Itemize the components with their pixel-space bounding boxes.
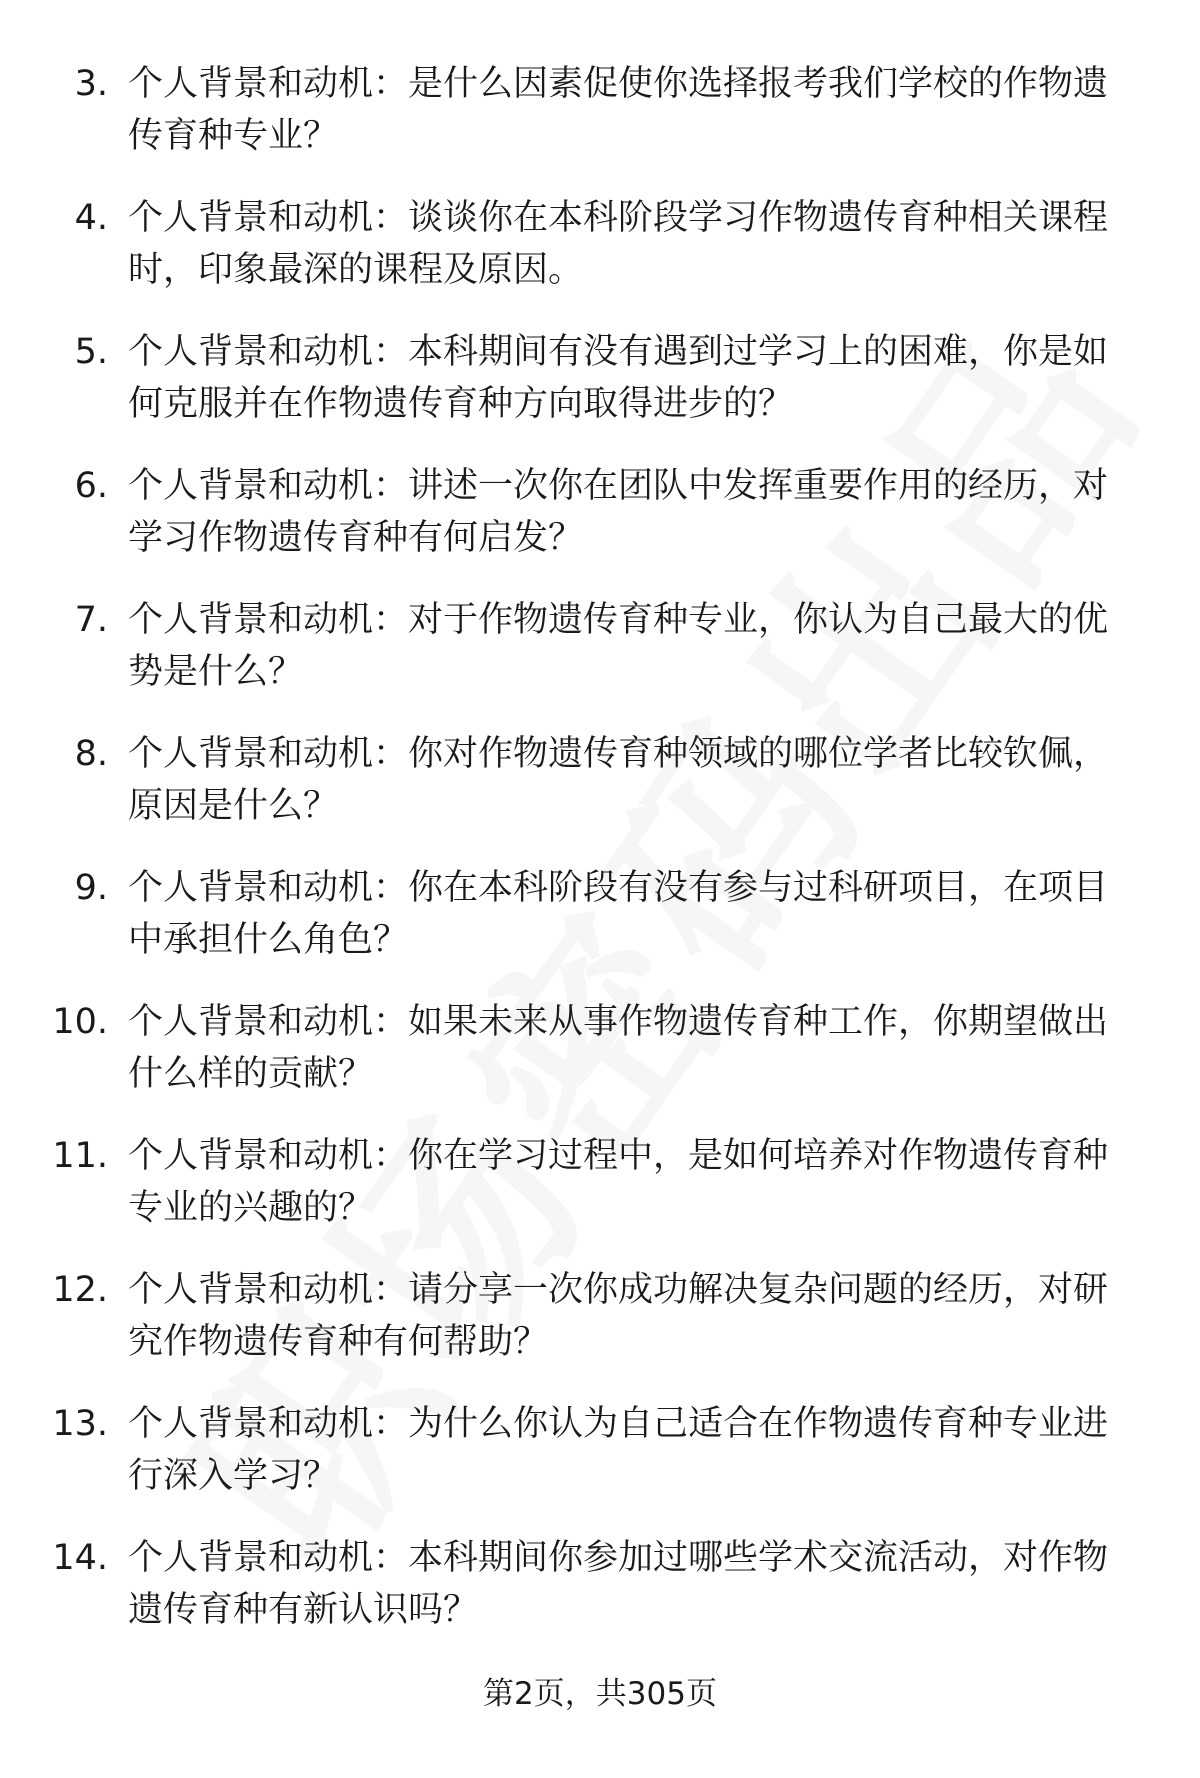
- question-number: 12.: [52, 1270, 108, 1310]
- question-text: 个人背景和动机：本科期间你参加过哪些学术交流活动，对作物遗传育种有新认识吗？: [128, 1538, 1109, 1630]
- question-number: 5.: [74, 332, 108, 372]
- question-text: 个人背景和动机：谈谈你在本科阶段学习作物遗传育种相关课程时，印象最深的课程及原因。: [128, 198, 1109, 290]
- question-text: 个人背景和动机：你在学习过程中，是如何培养对作物遗传育种专业的兴趣的？: [128, 1136, 1109, 1228]
- question-item: [0, 594, 1200, 728]
- question-item: [0, 862, 1200, 996]
- question-item: [0, 460, 1200, 594]
- question-number: 10.: [52, 1002, 108, 1042]
- question-text: 个人背景和动机：如果未来从事作物遗传育种工作，你期望做出什么样的贡献？: [128, 1002, 1109, 1094]
- question-number: 4.: [74, 198, 108, 238]
- question-list: [0, 58, 1200, 1666]
- question-item: [0, 1398, 1200, 1532]
- question-item: [0, 728, 1200, 862]
- question-number: 8.: [74, 734, 108, 774]
- question-text: 个人背景和动机：请分享一次你成功解决复杂问题的经历，对研究作物遗传育种有何帮助？: [128, 1270, 1109, 1362]
- question-text: 个人背景和动机：为什么你认为自己适合在作物遗传育种专业进行深入学习？: [128, 1404, 1109, 1496]
- question-text: 个人背景和动机：讲述一次你在团队中发挥重要作用的经历，对学习作物遗传育种有何启发？: [128, 466, 1109, 558]
- question-number: 7.: [74, 600, 108, 640]
- question-item: [0, 1264, 1200, 1398]
- question-number: 14.: [52, 1538, 108, 1578]
- question-number: 13.: [52, 1404, 108, 1444]
- question-number: 3.: [74, 64, 108, 104]
- question-text: 个人背景和动机：本科期间有没有遇到过学习上的困难，你是如何克服并在作物遗传育种方向取得进步的？: [128, 332, 1109, 424]
- question-item: [0, 192, 1200, 326]
- question-text: 个人背景和动机：你在本科阶段有没有参与过科研项目，在项目中承担什么角色？: [128, 868, 1109, 960]
- question-item: [0, 996, 1200, 1130]
- question-number: 11.: [52, 1136, 108, 1176]
- question-number: 9.: [74, 868, 108, 908]
- page-number-footer: 第2页，共305页: [483, 1676, 717, 1712]
- question-number: 6.: [74, 466, 108, 506]
- question-item: [0, 1130, 1200, 1264]
- question-item: [0, 326, 1200, 460]
- question-text: 个人背景和动机：你对作物遗传育种领域的哪位学者比较钦佩，原因是什么？: [128, 734, 1109, 826]
- question-text: 个人背景和动机：对于作物遗传育种专业，你认为自己最大的优势是什么？: [128, 600, 1109, 692]
- question-item: [0, 1532, 1200, 1666]
- question-text: 个人背景和动机：是什么因素促使你选择报考我们学校的作物遗传育种专业？: [128, 64, 1109, 156]
- question-item: [0, 58, 1200, 192]
